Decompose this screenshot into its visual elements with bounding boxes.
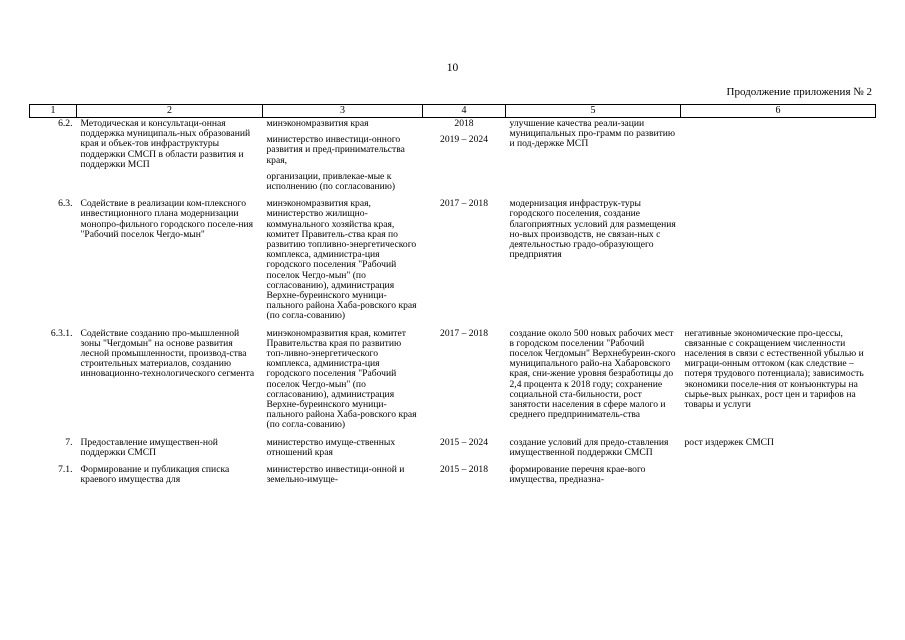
risks-cell: негативные экономические про-цессы, связанные с сокращением численности населения в связи с естественной убылью и миграци-онным оттоком (как следствие – потеря трудового потенциала); зависимость экономики поселе-ния от конъюнктуры на сырье-вых рынках, рост цен и тарифов на товары и услуги (684, 327, 864, 411)
executors-cell: минэкономразвития края, комитет Правительства края по развитию топ-ливно-энергетического комплекса, администра-ция городского поселения "Рабочий поселок Чегдо-мын" (по согласованию), администрация Верхне-буреинского муници-пального района Хаба-ровского края (по согла-сованию) (266, 327, 417, 431)
risks-cell (681, 198, 876, 327)
executor-line: организации, привлекае-мые к исполнению (по согласованию) (266, 170, 396, 193)
executors-cell: министерство инвестици-онной и земельно-имуще- (266, 464, 405, 486)
executors-cell (263, 118, 423, 199)
result-cell: создание около 500 новых рабочих мест в городском поселении "Рабочий поселок Чегдомын" Верхнебуреин-ского муниципального райо-на Хабаровского края, сни-жение уровня безработицы до 2,4 процента к 2018 году; сохранение социальной ста-бильности, рост занятости населения в сфере малого и среднего предприниматель-ства (509, 327, 676, 421)
risks-cell (681, 118, 876, 199)
page-number: 10 (446, 62, 459, 74)
result-cell: модернизация инфраструк-туры городского поселения, создание благоприятных условий для размещения но-вых производств, не связан-ных с деятельностью градо-образующего предприятия (509, 198, 676, 261)
table-row (30, 437, 876, 464)
period-cell: 2015 – 2024 (440, 436, 488, 448)
period-cell (423, 118, 506, 199)
risks-cell: рост издержек СМСП (684, 436, 774, 448)
column-header: 6 (681, 105, 876, 118)
row-number: 6.2. (58, 118, 73, 129)
continuation-label: Продолжение приложения № 2 (726, 86, 872, 98)
activity-cell: Содействие созданию про-мышленной зоны "Чегдомын" на основе развития лесной промышленности, производ-ства строительных материалов, созданию инновационно-технологического сегмента (80, 327, 255, 380)
row-number: 6.3. (58, 198, 73, 210)
period-line: 2018 (454, 118, 474, 129)
column-header: 5 (506, 105, 681, 118)
table-row (30, 464, 876, 491)
column-header: 2 (77, 105, 263, 118)
result-cell: формирование перечня крае-вого имущества, предназна- (509, 464, 646, 486)
risks-cell (681, 464, 876, 491)
period-line: 2019 – 2024 (440, 134, 488, 146)
activities-table (29, 104, 876, 492)
row-number: 7.1. (58, 464, 73, 476)
row-number: 6.3.1. (50, 327, 73, 339)
activity-cell: Методическая и консультаци-онная поддержка муниципаль-ных образований края и объек-тов инфраструктуры поддержки СМСП в области развития и поддержки МСП (80, 118, 251, 170)
column-header: 1 (30, 105, 77, 118)
period-cell: 2017 – 2018 (440, 327, 488, 339)
activity-cell: Предоставление имуществен-ной поддержки СМСП (80, 436, 218, 458)
table-row (30, 328, 876, 437)
executors-cell: министерство имуще-ственных отношений края (266, 436, 396, 458)
column-header: 4 (423, 105, 506, 118)
table-header-row (30, 105, 876, 118)
executors-cell: минэкономразвития края, министерство жилищно-коммунального хозяйства края, комитет Правитель-ства края по развитию топливно-энергетического комплекса, администра-ция городского поселения "Рабочий поселок Чегдо-мын" (по согласованию), администрация Верхне-буреинского муници-пального района Хаба-ровского края (по согла-сованию) (266, 198, 417, 322)
column-header: 3 (263, 105, 423, 118)
row-number: 7. (65, 436, 73, 448)
executor-line: министерство инвестици-онного развития и пред-принимательства края, (266, 134, 405, 166)
result-cell: создание условий для предо-ставления имущественной поддержки СМСП (509, 436, 669, 458)
activity-cell: Содействие в реализации ком-плексного инвестиционного плана модернизации монопро-фильного городского поселе-ния "Рабочий поселок Чегдо-мын" (80, 198, 254, 240)
activity-cell: Формирование и публикация списка краевого имущества для (80, 464, 230, 486)
executor-line: минэкономразвития края (266, 118, 369, 129)
table-row (30, 198, 876, 327)
period-cell: 2017 – 2018 (440, 198, 488, 210)
table-row (30, 118, 876, 199)
result-cell: улучшение качества реали-зации муниципальных про-грамм по развитию и под-держке МСП (509, 118, 676, 150)
period-cell: 2015 – 2018 (440, 464, 488, 476)
